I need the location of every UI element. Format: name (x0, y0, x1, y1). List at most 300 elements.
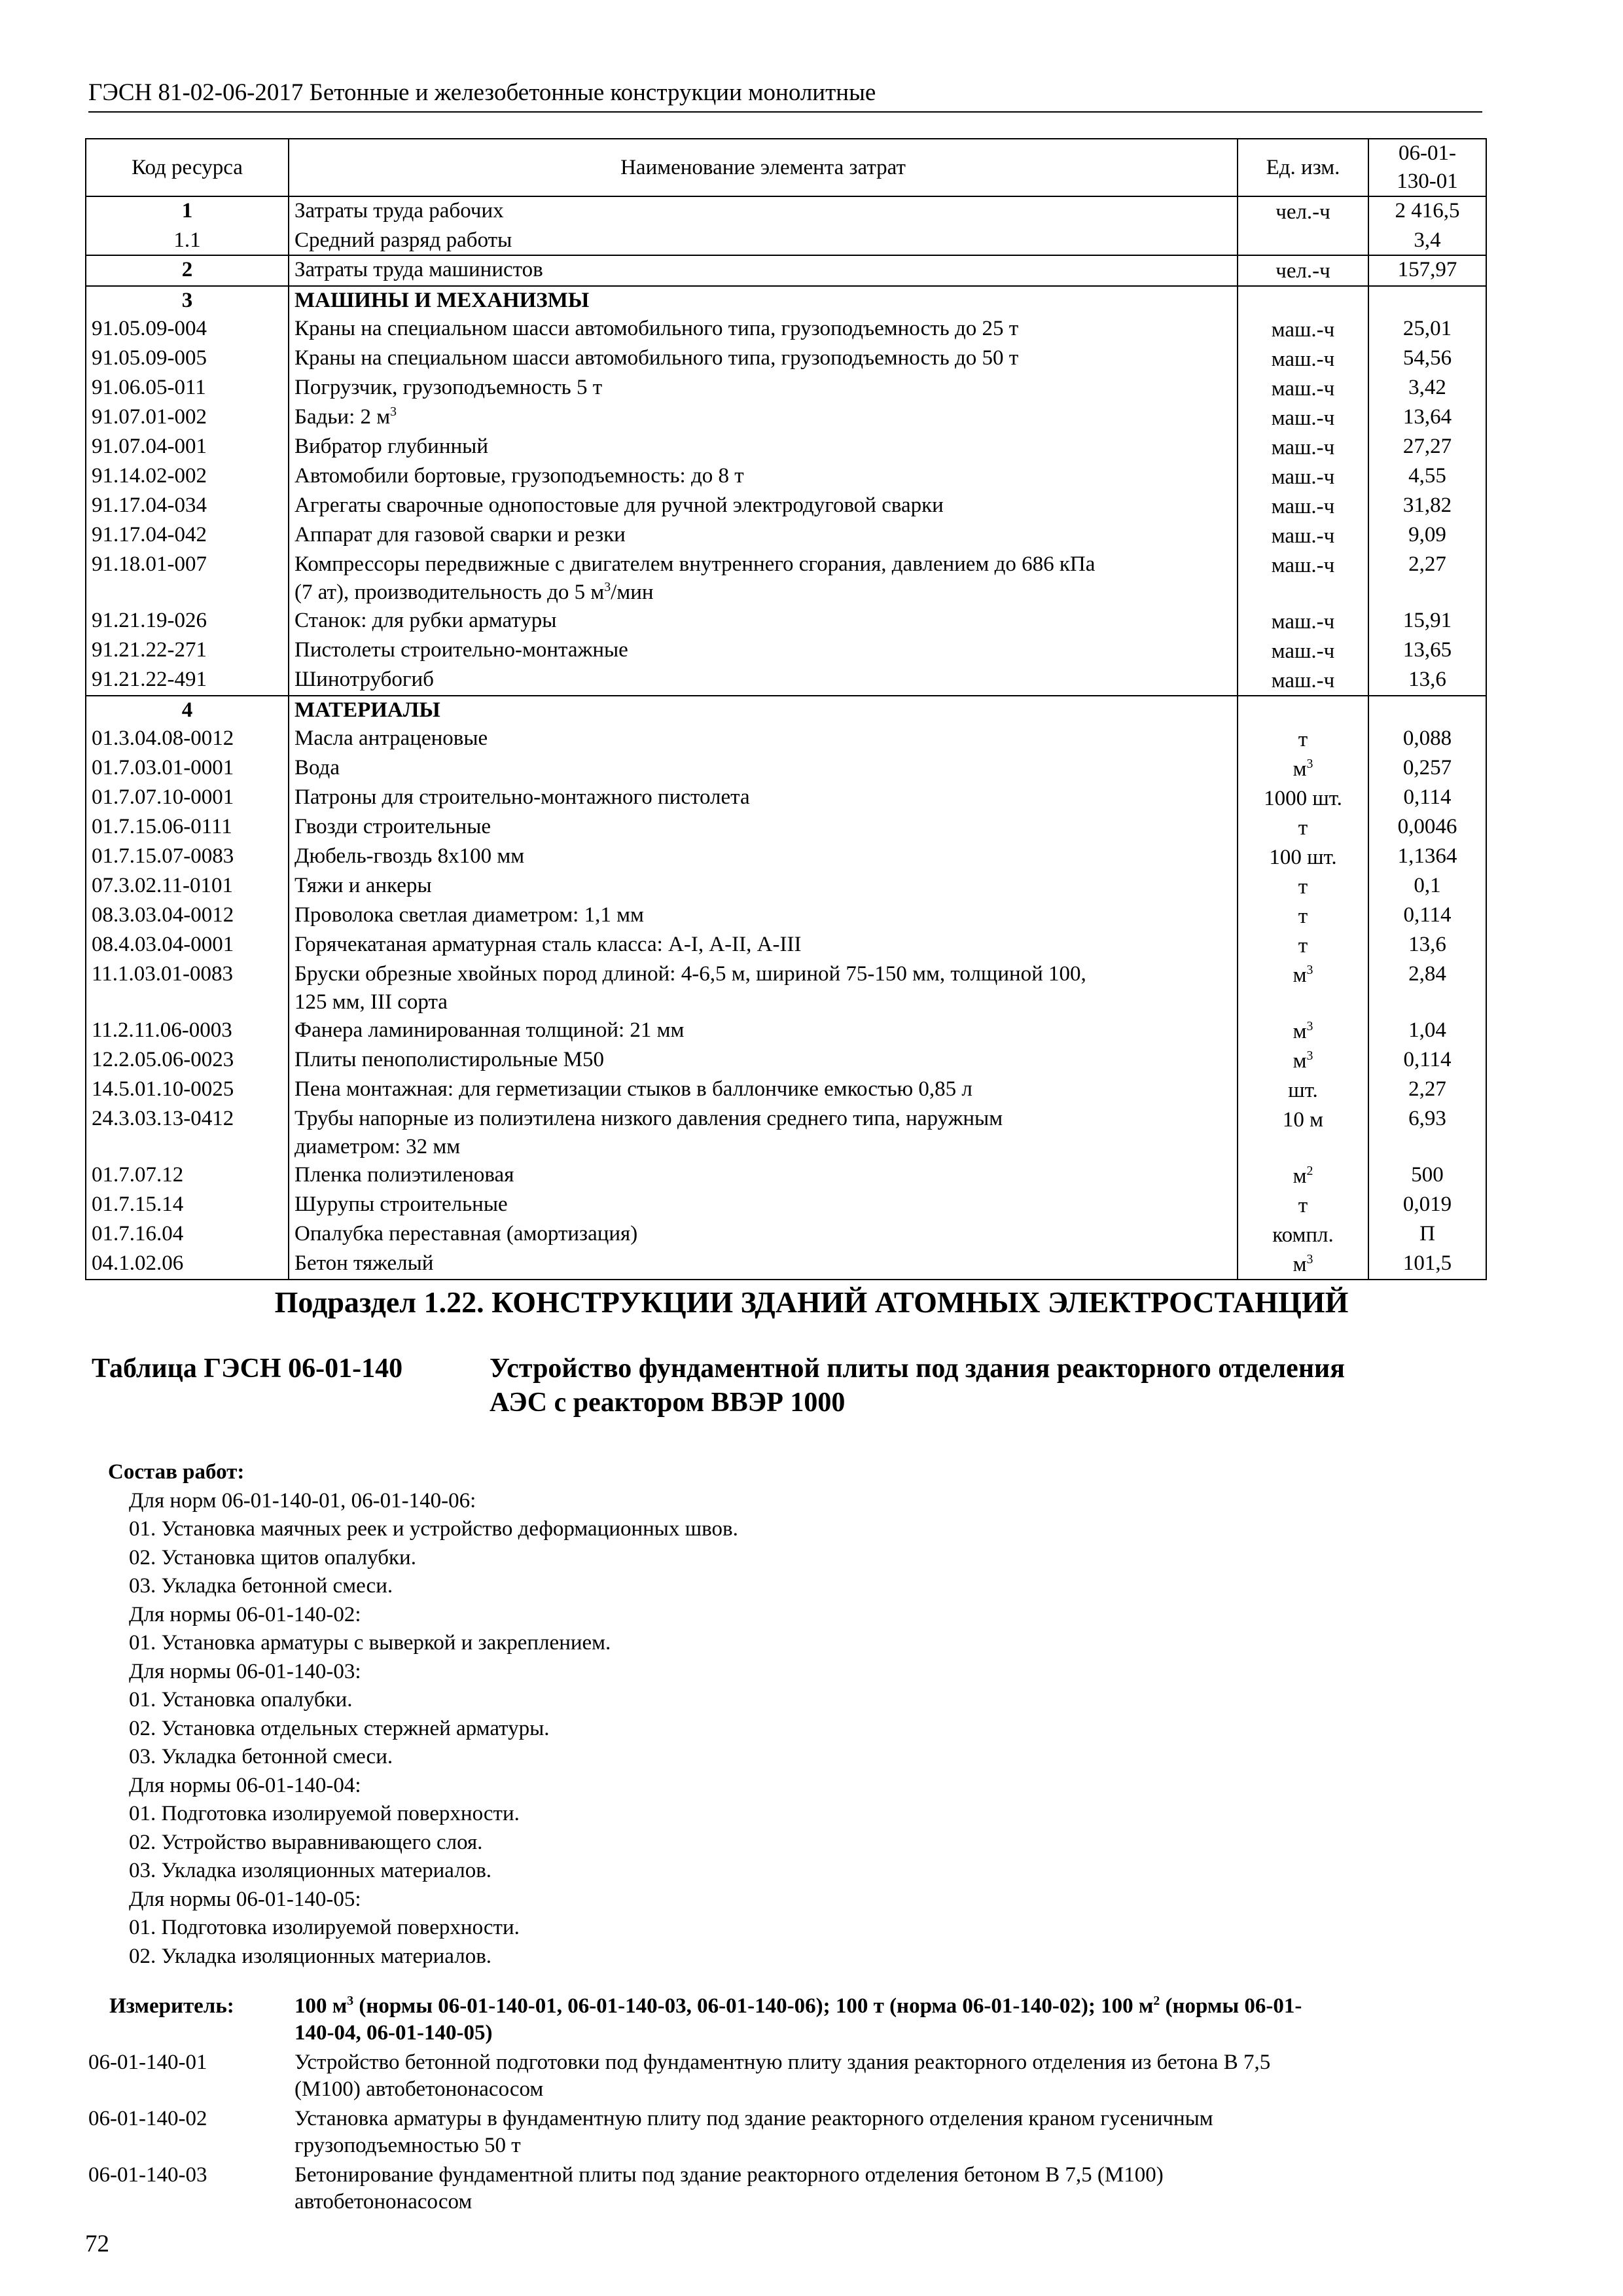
cell-code: 01.7.15.06-0111 (86, 813, 289, 842)
cell-name (289, 462, 1238, 492)
cell-code: 07.3.02.11-0101 (86, 872, 289, 901)
cell-value: 0,0046 (1368, 813, 1486, 842)
cell-unit (1238, 521, 1368, 550)
cell-unit (1238, 344, 1368, 374)
cell-name (289, 403, 1238, 433)
cell-unit (1238, 754, 1368, 783)
table-title-line-2: АЭС с реактором ВВЭР 1000 (490, 1388, 846, 1418)
table-row (86, 1075, 1486, 1105)
cell-code: 11.2.11.06-0003 (86, 1016, 289, 1046)
table-row (86, 842, 1486, 872)
table-row (86, 433, 1486, 462)
cell-value: 2,27 (1368, 1075, 1486, 1105)
measure-part-3: (нормы 06-01- (1160, 1994, 1302, 2018)
cell-unit (1238, 783, 1368, 813)
table-row (86, 403, 1486, 433)
col-header-value (1368, 139, 1486, 196)
works-line: Для нормы 06-01-140-02: (129, 1602, 361, 1626)
table-row (86, 1249, 1486, 1280)
cell-unit-text: маш.-ч (1271, 377, 1335, 401)
table-row (86, 636, 1486, 666)
cell-value: 0,1 (1368, 872, 1486, 901)
cell-value: 3,42 (1368, 374, 1486, 403)
cell-unit (1238, 607, 1368, 636)
works-line: 01. Подготовка изолируемой поверхности. (129, 1916, 520, 1939)
cell-code: 08.4.03.04-0001 (86, 931, 289, 960)
cell-value: 0,019 (1368, 1191, 1486, 1220)
cell-name-text: Средний разряд работы (294, 228, 512, 252)
table-row (86, 960, 1486, 1016)
norm-line-1: Устройство бетонной подготовки под фундаментную плиту здания реакторного отделения из бетона В 7,5 (294, 2051, 1271, 2074)
cell-value: 157,97 (1368, 255, 1486, 286)
cell-name-line-2-end: /мин (611, 581, 654, 604)
cell-name-text: Горячекатаная арматурная сталь класса: А-I, А-II, А-III (294, 933, 802, 956)
cell-name-text: Вибратор глубинный (294, 435, 488, 458)
works-line: 02. Укладка изоляционных материалов. (129, 1944, 492, 1968)
table-row (86, 813, 1486, 842)
norm-row (88, 2049, 1489, 2103)
cell-unit (1238, 960, 1368, 1016)
cell-unit-text: т (1298, 875, 1308, 899)
norm-row (88, 2162, 1489, 2215)
cell-value: 1,04 (1368, 1016, 1486, 1046)
cell-code: 3 (86, 286, 289, 315)
cell-name-text: Затраты труда рабочих (294, 199, 504, 223)
cell-unit-text: компл. (1272, 1223, 1334, 1247)
table-row (86, 1105, 1486, 1161)
cell-code: 24.3.03.13-0412 (86, 1105, 289, 1161)
cell-unit-text: м (1293, 963, 1307, 987)
cell-value: 4,55 (1368, 462, 1486, 492)
works-line: 01. Установка опалубки. (129, 1688, 353, 1712)
cell-unit (1238, 813, 1368, 842)
norm-description (294, 2106, 1489, 2159)
measure-sup-1: 3 (347, 1994, 354, 2008)
table-row (86, 872, 1486, 901)
cell-value: 6,93 (1368, 1105, 1486, 1161)
table-row (86, 1046, 1486, 1075)
cell-name-text: Плиты пенополистирольные М50 (294, 1048, 605, 1071)
cell-name (289, 1105, 1238, 1161)
cell-name (289, 696, 1238, 725)
cell-value: 9,09 (1368, 521, 1486, 550)
cell-code: 01.7.15.14 (86, 1191, 289, 1220)
cell-code: 11.1.03.01-0083 (86, 960, 289, 1016)
cell-name (289, 931, 1238, 960)
table-row (86, 931, 1486, 960)
cell-value: 15,91 (1368, 607, 1486, 636)
cell-unit (1238, 1191, 1368, 1220)
table-row (86, 1016, 1486, 1046)
cell-value: 13,64 (1368, 403, 1486, 433)
cell-unit-sup: 3 (1306, 1049, 1313, 1063)
cell-value: 2,84 (1368, 960, 1486, 1016)
col-header-name: Наименование элемента затрат (289, 139, 1238, 196)
cell-name (289, 725, 1238, 754)
measure-row (88, 1993, 1489, 2047)
page-header (88, 77, 1482, 113)
cell-name-line-2: (7 ат), производительность до 5 м (294, 581, 605, 604)
cell-unit (1238, 1220, 1368, 1249)
cell-name (289, 636, 1238, 666)
cell-name-text: Затраты труда машинистов (294, 258, 543, 281)
table-row (86, 783, 1486, 813)
cell-value: 2,27 (1368, 550, 1486, 607)
works-line: 03. Укладка бетонной смеси. (129, 1745, 393, 1768)
cell-name-text: Автомобили бортовые, грузоподъемность: до 8 т (294, 464, 744, 488)
cell-name-text: Пистолеты строительно-монтажные (294, 638, 628, 662)
cell-code: 91.05.09-004 (86, 315, 289, 344)
cell-code: 91.07.04-001 (86, 433, 289, 462)
works-composition (108, 1458, 738, 1971)
table-row (86, 492, 1486, 521)
header-text: ГЭСН 81-02-06-2017 Бетонные и железобетонные конструкции монолитные (88, 79, 876, 106)
cell-unit (1238, 374, 1368, 403)
cell-unit-text: м (1293, 1253, 1307, 1276)
cell-unit (1238, 196, 1368, 226)
cell-unit-text: маш.-ч (1271, 554, 1335, 577)
page-number: 72 (85, 2231, 109, 2257)
cell-name-text: Бадьи: 2 м (294, 405, 391, 429)
cell-value: 2 416,5 (1368, 196, 1486, 226)
cell-name-text: Тяжи и анкеры (294, 874, 432, 897)
cell-unit (1238, 1161, 1368, 1191)
cell-unit-text: 100 шт. (1269, 846, 1337, 869)
cell-name-text: Шинотрубогиб (294, 668, 434, 691)
norm-description (294, 2162, 1489, 2215)
table-row (86, 696, 1486, 725)
measure-value (294, 1993, 1489, 2047)
cell-unit (1238, 255, 1368, 286)
norm-code: 06-01-140-03 (88, 2163, 207, 2187)
cell-value: 1,1364 (1368, 842, 1486, 872)
cell-value: 500 (1368, 1161, 1486, 1191)
works-line: Для нормы 06-01-140-04: (129, 1773, 361, 1797)
cell-unit (1238, 666, 1368, 696)
cell-unit (1238, 872, 1368, 901)
table-row (86, 754, 1486, 783)
works-line: 02. Установка отдельных стержней арматуры. (129, 1716, 550, 1740)
cell-unit-text: маш.-ч (1271, 406, 1335, 430)
cell-unit (1238, 433, 1368, 462)
cell-unit (1238, 931, 1368, 960)
table-row (86, 1220, 1486, 1249)
works-line: 02. Устройство выравнивающего слоя. (129, 1830, 483, 1854)
cell-unit-text: м (1293, 757, 1307, 781)
cell-name (289, 226, 1238, 255)
cell-unit-sup: 3 (1306, 1252, 1313, 1266)
cell-unit-text: маш.-ч (1271, 639, 1335, 663)
table-row (86, 226, 1486, 255)
cell-name (289, 433, 1238, 462)
cell-unit-text: маш.-ч (1271, 669, 1335, 692)
cell-unit-sup: 2 (1306, 1164, 1313, 1178)
works-line: 03. Укладка изоляционных материалов. (129, 1859, 492, 1882)
cell-name (289, 315, 1238, 344)
cell-unit-text: маш.-ч (1271, 610, 1335, 634)
cell-name (289, 842, 1238, 872)
cell-name (289, 1191, 1238, 1220)
cell-name (289, 492, 1238, 521)
cell-unit-sup: 3 (1306, 757, 1313, 771)
cell-unit-text: 10 м (1282, 1108, 1324, 1132)
cell-unit (1238, 1105, 1368, 1161)
cell-name (289, 1161, 1238, 1191)
cell-unit (1238, 286, 1368, 315)
cell-name-text: Станок: для рубки арматуры (294, 609, 557, 632)
cell-code: 91.21.22-271 (86, 636, 289, 666)
cell-name (289, 607, 1238, 636)
cell-code: 91.17.04-042 (86, 521, 289, 550)
cell-value: 13,6 (1368, 931, 1486, 960)
cell-unit-text: чел.-ч (1275, 259, 1330, 283)
cell-name-text: МАШИНЫ И МЕХАНИЗМЫ (294, 289, 590, 312)
cell-unit (1238, 462, 1368, 492)
works-line: 01. Подготовка изолируемой поверхности. (129, 1802, 520, 1825)
cell-value: 25,01 (1368, 315, 1486, 344)
cell-name-text: Фанера ламинированная толщиной: 21 мм (294, 1018, 685, 1042)
table-row (86, 521, 1486, 550)
cell-unit (1238, 725, 1368, 754)
cell-unit (1238, 492, 1368, 521)
cell-value: 27,27 (1368, 433, 1486, 462)
cell-code: 91.21.19-026 (86, 607, 289, 636)
col-header-unit: Ед. изм. (1238, 139, 1368, 196)
cell-unit-text: маш.-ч (1271, 495, 1335, 518)
cell-name (289, 255, 1238, 286)
cell-unit-text: маш.-ч (1271, 524, 1335, 548)
cell-name-text: МАТЕРИАЛЫ (294, 698, 440, 722)
cell-unit-text: маш.-ч (1271, 318, 1335, 342)
cell-unit-text: маш.-ч (1271, 436, 1335, 459)
measure-label: Измеритель: (109, 1994, 234, 2018)
cell-code: 08.3.03.04-0012 (86, 901, 289, 931)
cell-unit (1238, 696, 1368, 725)
cell-value: 0,114 (1368, 783, 1486, 813)
cell-unit-text: т (1298, 816, 1308, 840)
works-line: Для нормы 06-01-140-05: (129, 1887, 361, 1911)
cell-name (289, 521, 1238, 550)
table-header-row (86, 139, 1486, 196)
cell-name-text: Дюбель-гвоздь 8х100 мм (294, 844, 525, 868)
cell-code: 14.5.01.10-0025 (86, 1075, 289, 1105)
cell-unit-text: шт. (1288, 1079, 1318, 1102)
norm-row (88, 2106, 1489, 2159)
cell-code: 91.14.02-002 (86, 462, 289, 492)
cell-name-line-2-sup: 3 (604, 580, 611, 594)
cell-code: 01.7.07.10-0001 (86, 783, 289, 813)
table-row (86, 374, 1486, 403)
measure-part-1: 100 м (294, 1994, 348, 2018)
measure-part-4: 140-04, 06-01-140-05) (294, 2021, 493, 2045)
cell-value: 101,5 (1368, 1249, 1486, 1280)
cell-name-sup: 3 (390, 404, 397, 419)
cell-unit-text: м (1293, 1049, 1307, 1073)
measure-part-2: (нормы 06-01-140-01, 06-01-140-03, 06-01-140-06); 100 т (норма 06-01-140-02); 100 м (353, 1994, 1154, 2018)
cell-name-text: Шурупы строительные (294, 1193, 508, 1216)
cell-name-text: Агрегаты сварочные однопостовые для ручной электродуговой сварки (294, 493, 944, 517)
cell-code: 01.3.04.08-0012 (86, 725, 289, 754)
resources-table (85, 138, 1487, 1280)
cell-code: 12.2.05.06-0023 (86, 1046, 289, 1075)
norm-line-1: Установка арматуры в фундаментную плиту под здание реакторного отделения краном гусеничным (294, 2107, 1213, 2130)
cell-code: 91.17.04-034 (86, 492, 289, 521)
cell-name (289, 1016, 1238, 1046)
table-row (86, 196, 1486, 226)
works-line: 03. Укладка бетонной смеси. (129, 1574, 393, 1598)
works-line: 01. Установка арматуры с выверкой и закреплением. (129, 1631, 611, 1655)
cell-unit-text: т (1298, 934, 1308, 958)
cell-name-text: Пленка полиэтиленовая (294, 1163, 514, 1187)
cell-name (289, 286, 1238, 315)
cell-name-line-2: 125 мм, III сорта (294, 990, 448, 1014)
cell-name (289, 960, 1238, 1016)
cell-unit-text: т (1298, 728, 1308, 751)
cell-unit (1238, 550, 1368, 607)
cell-unit (1238, 1075, 1368, 1105)
cell-code: 01.7.16.04 (86, 1220, 289, 1249)
norm-description (294, 2049, 1489, 2103)
cell-name-text: Патроны для строительно-монтажного пистолета (294, 785, 750, 809)
cell-name-text: Масла антраценовые (294, 726, 488, 750)
cell-code: 1 (86, 196, 289, 226)
cell-code: 4 (86, 696, 289, 725)
col-header-value-l2: 130-01 (1397, 170, 1458, 193)
cell-code: 2 (86, 255, 289, 286)
cell-name-text: Опалубка переставная (амортизация) (294, 1222, 638, 1246)
cell-name-text: Краны на специальном шасси автомобильного типа, грузоподъемность до 50 т (294, 346, 1019, 370)
table-row (86, 901, 1486, 931)
cell-code: 91.06.05-011 (86, 374, 289, 403)
norm-line-2: (М100) автобетононасосом (294, 2077, 544, 2101)
cell-unit (1238, 1016, 1368, 1046)
cell-value: 13,65 (1368, 636, 1486, 666)
cell-value: 0,114 (1368, 901, 1486, 931)
cell-name (289, 1046, 1238, 1075)
cell-unit (1238, 636, 1368, 666)
cell-value: 0,114 (1368, 1046, 1486, 1075)
cell-value: 0,257 (1368, 754, 1486, 783)
cell-name (289, 813, 1238, 842)
cell-name (289, 196, 1238, 226)
table-row (86, 462, 1486, 492)
cell-code: 01.7.15.07-0083 (86, 842, 289, 872)
cell-value (1368, 696, 1486, 725)
cell-unit-sup: 3 (1306, 963, 1313, 977)
cell-unit-text: м (1293, 1164, 1307, 1188)
cell-name (289, 1249, 1238, 1280)
cell-unit-text: т (1298, 905, 1308, 928)
measure-block (88, 1993, 1489, 2218)
cell-unit-sup: 3 (1306, 1019, 1313, 1033)
norm-line-2: автобетононасосом (294, 2190, 473, 2214)
works-title: Состав работ: (108, 1460, 245, 1484)
cell-unit (1238, 1249, 1368, 1280)
cell-unit (1238, 315, 1368, 344)
cell-name (289, 901, 1238, 931)
norm-code: 06-01-140-02 (88, 2107, 207, 2130)
cell-name (289, 374, 1238, 403)
table-row (86, 286, 1486, 315)
cell-unit (1238, 226, 1368, 255)
cell-value: 31,82 (1368, 492, 1486, 521)
norm-line-1: Бетонирование фундаментной плиты под здание реакторного отделения бетоном В 7,5 (М100) (294, 2163, 1164, 2187)
cell-name (289, 344, 1238, 374)
cell-code: 91.18.01-007 (86, 550, 289, 607)
subsection-title: Подраздел 1.22. КОНСТРУКЦИИ ЗДАНИЙ АТОМНЫХ ЭЛЕКТРОСТАНЦИЙ (274, 1285, 1349, 1319)
cell-value: 13,6 (1368, 666, 1486, 696)
table-row (86, 344, 1486, 374)
cell-code: 01.7.03.01-0001 (86, 754, 289, 783)
cell-name (289, 666, 1238, 696)
works-line: Для нормы 06-01-140-03: (129, 1659, 361, 1683)
table-row (86, 666, 1486, 696)
cell-unit (1238, 901, 1368, 931)
cell-name-text: Бетон тяжелый (294, 1251, 434, 1275)
cell-value: 0,088 (1368, 725, 1486, 754)
cell-name (289, 872, 1238, 901)
cell-code: 91.21.22-491 (86, 666, 289, 696)
cell-name (289, 1075, 1238, 1105)
cell-unit-text: маш.-ч (1271, 465, 1335, 489)
cell-name (289, 754, 1238, 783)
cell-name-text: Аппарат для газовой сварки и резки (294, 523, 626, 547)
col-header-code: Код ресурса (86, 139, 289, 196)
table-title-line-1: Устройство фундаментной плиты под здания реакторного отделения (490, 1354, 1345, 1384)
cell-name-text: Компрессоры передвижные с двигателем внутреннего сгорания, давлением до 686 кПа (294, 552, 1096, 576)
cell-name (289, 783, 1238, 813)
table-row (86, 550, 1486, 607)
cell-unit-text: 1000 шт. (1264, 787, 1342, 810)
cell-code: 1.1 (86, 226, 289, 255)
norm-line-2: грузоподъемностью 50 т (294, 2134, 521, 2157)
cell-name (289, 550, 1238, 607)
cell-value (1368, 286, 1486, 315)
cell-code: 91.07.01-002 (86, 403, 289, 433)
cell-name-text: Гвозди строительные (294, 815, 491, 838)
cell-name-text: Трубы напорные из полиэтилена низкого давления среднего типа, наружным (294, 1107, 1003, 1130)
cell-code: 04.1.02.06 (86, 1249, 289, 1280)
table-title (490, 1352, 1491, 1420)
cell-name-text: Краны на специальном шасси автомобильного типа, грузоподъемность до 25 т (294, 317, 1019, 340)
cell-unit-text: м (1293, 1020, 1307, 1043)
cell-value: 3,4 (1368, 226, 1486, 255)
cell-unit-text: чел.-ч (1275, 200, 1330, 224)
cell-code: 91.05.09-005 (86, 344, 289, 374)
cell-name-text: Проволока светлая диаметром: 1,1 мм (294, 903, 644, 927)
cell-unit-text: маш.-ч (1271, 348, 1335, 371)
table-row (86, 725, 1486, 754)
table-row (86, 255, 1486, 286)
works-line: 01. Установка маячных реек и устройство деформационных швов. (129, 1517, 738, 1541)
cell-unit (1238, 1046, 1368, 1075)
cell-name-text: Вода (294, 756, 340, 780)
cell-unit-text: т (1298, 1194, 1308, 1217)
cell-value: 54,56 (1368, 344, 1486, 374)
works-line: Для норм 06-01-140-01, 06-01-140-06: (129, 1488, 476, 1513)
cell-unit (1238, 403, 1368, 433)
table-row (86, 315, 1486, 344)
cell-name-text: Пена монтажная: для герметизации стыков в баллончике емкостью 0,85 л (294, 1077, 972, 1101)
col-header-value-l1: 06-01- (1399, 141, 1456, 165)
measure-sup-2: 2 (1153, 1994, 1160, 2008)
table-row (86, 607, 1486, 636)
cell-unit (1238, 842, 1368, 872)
works-line: 02. Установка щитов опалубки. (129, 1545, 416, 1570)
cell-name (289, 1220, 1238, 1249)
cell-name-text: Бруски обрезные хвойных пород длиной: 4-6,5 м, шириной 75-150 мм, толщиной 100, (294, 962, 1086, 986)
cell-code: 01.7.07.12 (86, 1161, 289, 1191)
